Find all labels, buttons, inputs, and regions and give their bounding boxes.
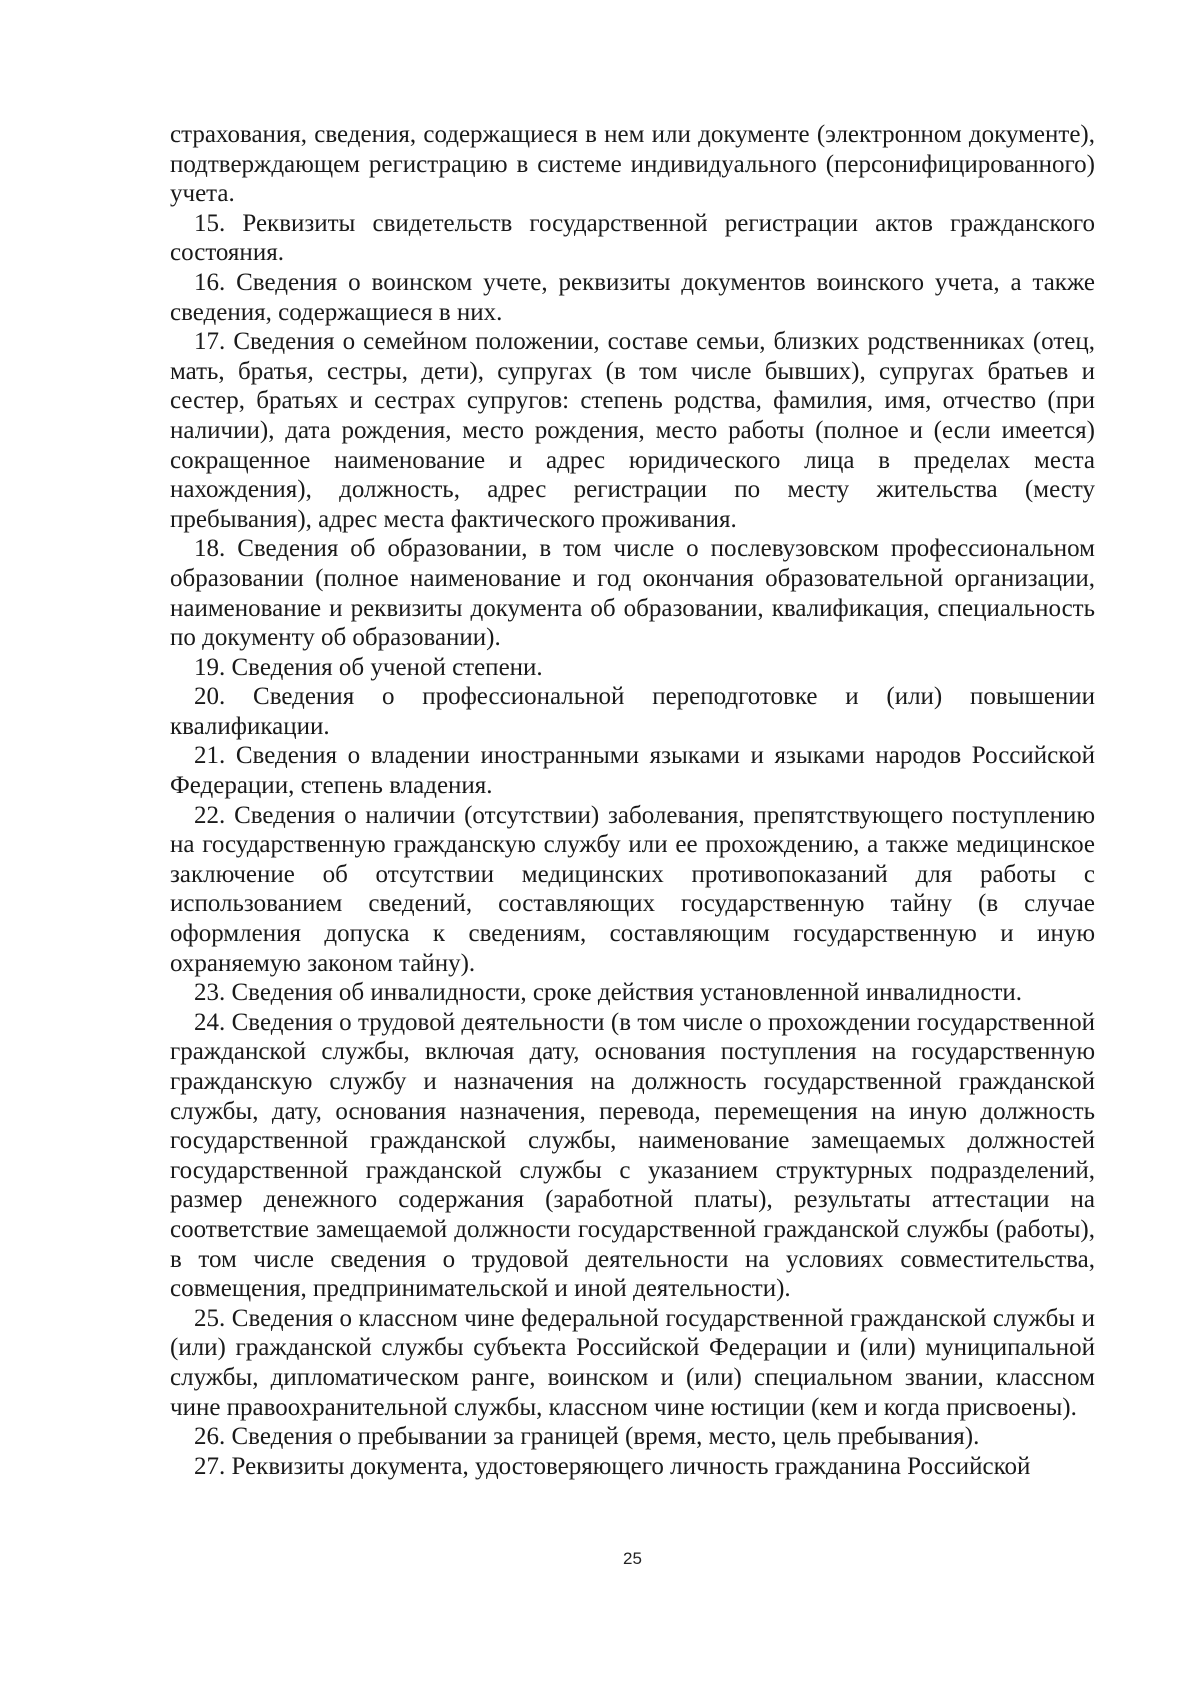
paragraph-item-16: 16. Сведения о воинском учете, реквизиты документов воинского учета, а также сведения, содержащиеся в них. [170,268,1095,326]
paragraph-continuation: страхования, сведения, содержащиеся в нем или документе (электронном документе), подтверждающем регистрацию в системе индивидуального (персонифицированного) учета. [170,121,1095,208]
page-number: 25 [623,1549,642,1568]
paragraph-item-27: 27. Реквизиты документа, удостоверяющего личность гражданина Российской [194,1452,1031,1480]
paragraph-item-26: 26. Сведения о пребывании за границей (время, место, цель пребывания). [194,1423,980,1451]
paragraph-item-18: 18. Сведения об образовании, в том числе о послевузовском профессиональном образовании (полное наименование и год окончания образовательной организации, наименование и реквизиты документа об образовании, квалификация, специальность по документу об образовании). [170,535,1095,652]
paragraph-item-21: 21. Сведения о владении иностранными языками и языками народов Российской Федерации, степень владения. [170,742,1095,800]
paragraph-item-19: 19. Сведения об ученой степени. [194,653,543,681]
paragraph-item-20: 20. Сведения о профессиональной переподготовке и (или) повышении квалификации. [170,683,1095,740]
paragraph-item-15: 15. Реквизиты свидетельств государственной регистрации актов гражданского состояния. [170,209,1095,267]
paragraph-item-25: 25. Сведения о классном чине федеральной государственной гражданской службы и (или) гражданской службы субъекта Российской Федерации и (или) муниципальной службы, дипломатическом ранге, воинском и (или) специальном звании, классном чине правоохранительной службы, классном чине юстиции (кем и когда присвоены). [170,1304,1095,1421]
paragraph-item-17: 17. Сведения о семейном положении, составе семьи, близких родственниках (отец, мать, братья, сестры, дети), супругах (в том числе бывших), супругах братьев и сестер, братьях и сестрах супругов: степень родства, фамилия, имя, отчество (при наличии), дата рождения, место рождения, место работы (полное и (если имеется) сокращенное наименование и адрес юридического лица в пределах места нахождения), должность, адрес регистрации по месту жительства (месту пребывания), адрес места фактического проживания. [170,328,1095,533]
document-body [170,120,1095,1481]
paragraph-item-22: 22. Сведения о наличии (отсутствии) заболевания, препятствующего поступлению на государственную гражданскую службу или ее прохождению, а также медицинское заключение об отсутствии медицинских противопоказаний для работы с использованием сведений, составляющих государственную тайну (в случае оформления допуска к сведениям, составляющим государственную и иную охраняемую законом тайну). [170,801,1095,977]
paragraph-item-24: 24. Сведения о трудовой деятельности (в том числе о прохождении государственной гражданской службы, включая дату, основания поступления на государственную гражданскую службу и назначения на должность государственной гражданской службы, дату, основания назначения, перевода, перемещения на иную должность государственной гражданской службы, наименование замещаемых должностей государственной гражданской службы с указанием структурных подразделений, размер денежного содержания (заработной платы), результаты аттестации на соответствие замещаемой должности государственной гражданской службы (работы), в том числе сведения о трудовой деятельности на условиях совместительства, совмещения, предпринимательской и иной деятельности). [170,1008,1095,1303]
paragraph-item-23: 23. Сведения об инвалидности, сроке действия установленной инвалидности. [194,979,1023,1007]
